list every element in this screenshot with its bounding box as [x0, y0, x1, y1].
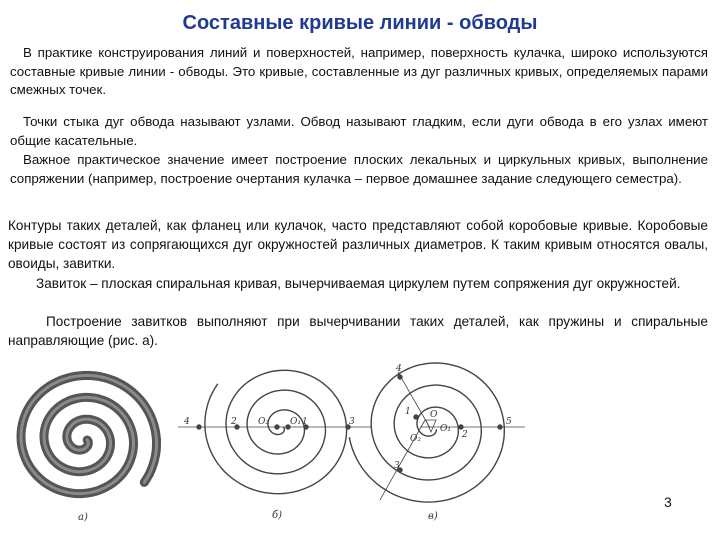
figure-b-point-1: 1: [302, 417, 308, 427]
figure-b-point-o2: O₂: [258, 417, 269, 427]
figure-a-spiral: [21, 375, 157, 523]
figure-b-point-2: 2: [231, 417, 237, 427]
figure-v-point-1: 1: [405, 407, 411, 417]
paragraph-curl-definition: Завиток – плоская спиральная кривая, вычерчиваемая циркулем путем сопряжения дуг окружностей.: [36, 276, 681, 291]
page-number: 3: [664, 494, 672, 510]
figure-b-construction: [178, 370, 372, 493]
paragraph-intro: В практике конструирования линий и поверхностей, например, поверхность кулачка, широко используются составные кривые линии - обводы. Это кривые, составленные из дуг различных кривых, определяемых парами смежных точек.: [10, 45, 708, 98]
paragraph-practical: Важное практическое значение имеет построение плоских лекальных и циркульных кривых, выполнение сопряжении (например, построение очертания кулачка – первое домашнее задание следующего семестра).: [10, 152, 708, 186]
figure-v-construction: [349, 363, 525, 502]
figure-v-label: в): [428, 511, 438, 522]
paragraph-nodes: Точки стыка дуг обвода называют узлами. Обвод называют гладким, если дуги обвода в его узлах имеют общие касательные.: [10, 114, 708, 148]
figure-b-point-o1: O₁: [290, 417, 301, 427]
figure-v-point-o: O: [430, 410, 438, 420]
paragraph-curl-construction: Построение завитков выполняют при вычерчивании таких деталей, как пружины и спиральные направляющие (рис. а).: [8, 314, 708, 349]
figure-v-point-5: 5: [506, 417, 512, 427]
figure-b-label: б): [272, 510, 283, 521]
figure-v-point-2: 2: [462, 430, 468, 440]
figure-v-point-4: 4: [396, 364, 402, 374]
figure-a-label: а): [78, 512, 88, 523]
figure-b-point-4: 4: [184, 417, 190, 427]
paragraph-box-curves: Контуры таких деталей, как фланец или кулачок, часто представляют собой коробовые кривые. Коробовые кривые состоят из сопрягающихся дуг окружностей различных диаметров. К таким кривым относятся овалы, овоиды, завитки.: [8, 218, 708, 272]
figure-b-point-3: 3: [349, 417, 355, 427]
figure-v-point-o2: O₂: [410, 434, 421, 444]
figure-v-point-3: 3: [394, 461, 400, 471]
figures-illustration: [0, 340, 720, 540]
slide-title: Составные кривые линии - обводы: [182, 12, 538, 34]
figure-v-point-o1: O₁: [440, 424, 451, 434]
figure-b-center-o2: [275, 425, 279, 429]
figure-v-center-triangle: [426, 420, 436, 432]
